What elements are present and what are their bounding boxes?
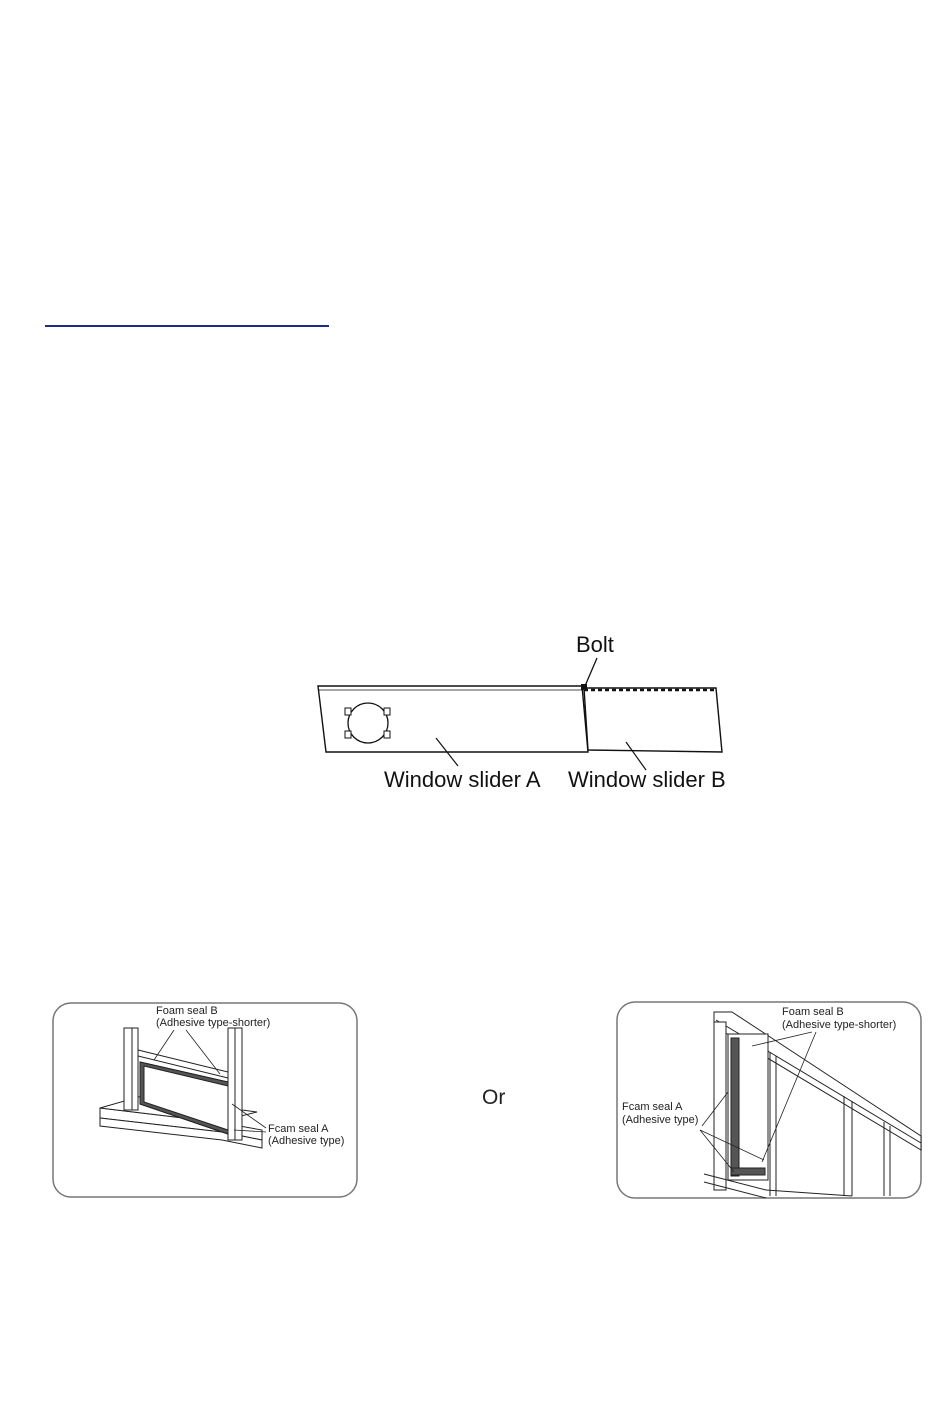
window-slider-b: [584, 688, 722, 752]
panel-frame: [617, 1002, 921, 1198]
section-underline: [45, 325, 329, 327]
bolt-leader-line: [585, 658, 597, 686]
bolt-icon: [581, 684, 587, 690]
left-seal-a-note: (Adhesive type): [268, 1135, 345, 1147]
slider-a-label: Window slider A: [384, 767, 541, 792]
right-seal-a-note: (Adhesive type): [622, 1114, 699, 1126]
bolt-label: Bolt: [576, 632, 614, 657]
window-slider-diagram: [300, 620, 760, 810]
right-seal-b-note: (Adhesive type-shorter): [782, 1019, 897, 1031]
left-seal-a-label: Fcam seal A: [268, 1123, 329, 1135]
slider-b-label: Window slider B: [568, 767, 726, 792]
right-seal-a-label: Fcam seal A: [622, 1101, 683, 1113]
foam-seal-horizontal-window-panel: [616, 1000, 922, 1200]
or-separator: Or: [482, 1086, 506, 1109]
left-seal-b-label: Foam seal B: [156, 1005, 218, 1017]
foam-seal-vertical-window-panel: [52, 1000, 358, 1200]
left-seal-b-note: (Adhesive type-shorter): [156, 1017, 271, 1029]
right-seal-b-label: Foam seal B: [782, 1006, 844, 1018]
